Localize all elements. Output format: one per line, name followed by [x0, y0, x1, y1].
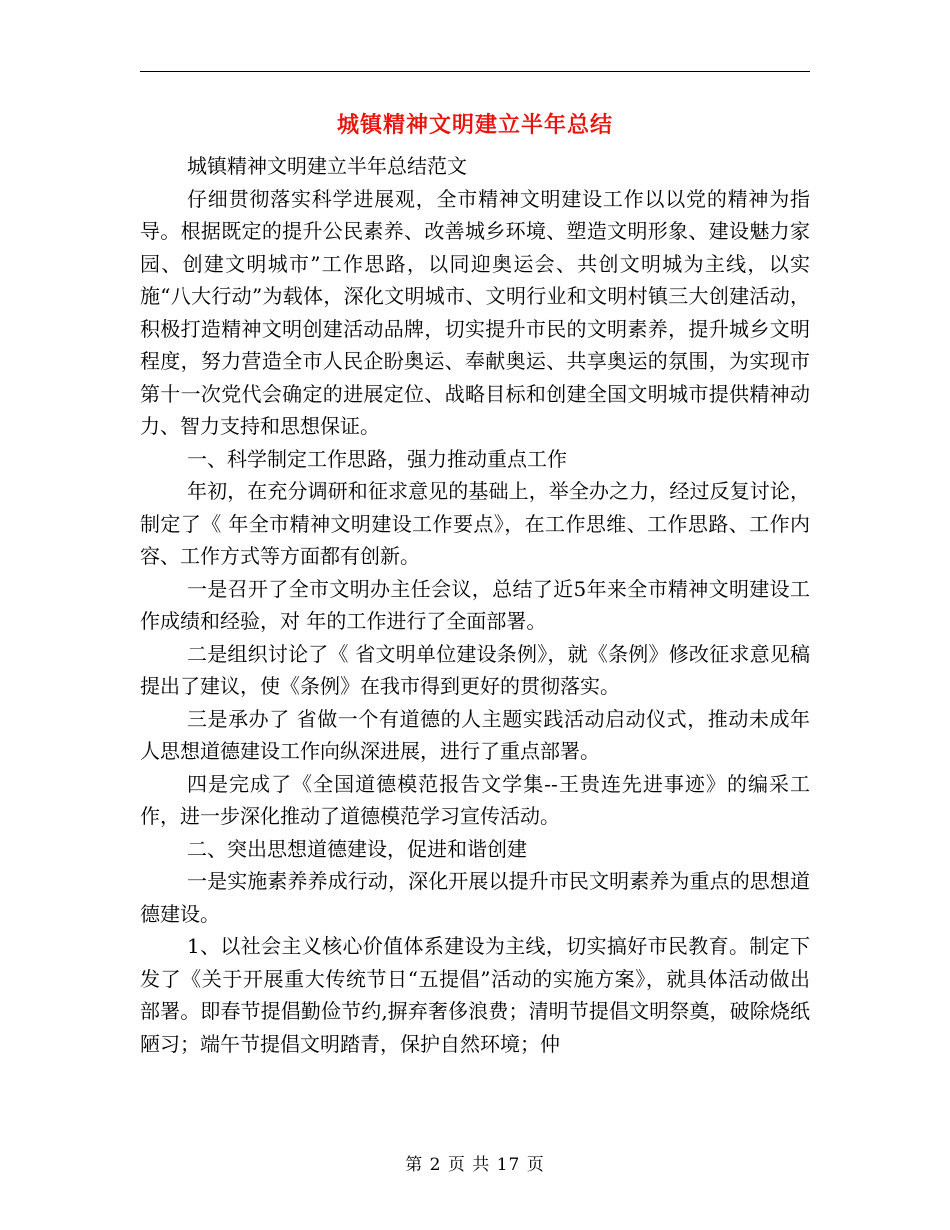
section-heading: 二、突出思想道德建设，促进和谐创建: [187, 836, 527, 861]
section-heading: 一、科学制定工作思路，强力推动重点工作: [187, 446, 567, 471]
body-paragraph: 1、以社会主义核心价值体系建设为主线，切实搞好市民教育。制定下发了《关于开展重大传统节日“五提倡”活动的实施方案》，就具体活动做出部署。即春节提倡勤俭节约,摒弃奢侈浪费；清明节提倡文明祭奠，破除烧纸陋习；端午节提倡文明踏青，保护自然环境；仲: [140, 934, 810, 1056]
body-paragraph: 一是实施素养养成行动，深化开展以提升市民文明素养为重点的思想道德建设。: [140, 869, 810, 926]
body-paragraph: 四是完成了《全国道德模范报告文学集--王贵连先进事迹》的编采工作，进一步深化推动了道德模范学习宣传活动。: [140, 771, 810, 828]
body-paragraph: 一是召开了全市文明办主任会议，总结了近5年来全市精神文明建设工作成绩和经验，对 年的工作进行了全面部署。: [140, 576, 810, 633]
subtitle-paragraph: 城镇精神文明建立半年总结范文: [187, 154, 467, 178]
document-body: [140, 150, 810, 1060]
body-paragraph: 仔细贯彻落实科学进展观，全市精神文明建设工作以以党的精神为指导。根据既定的提升公民素养、改善城乡环境、塑造文明形象、建设魅力家园、创建文明城市”工作思路，以同迎奥运会、共创文明城为主线，以实施“八大行动”为载体，深化文明城市、文明行业和文明村镇三大创建活动，积极打造精神文明创建活动品牌，切实提升市民的文明素养，提升城乡文明程度，努力营造全市人民企盼奥运、奉献奥运、共享奥运的氛围，为实现市第十一次党代会确定的进展定位、战略目标和创建全国文明城市提供精神动力、智力支持和思想保证。: [140, 186, 810, 438]
page-number-footer: 第 2 页 共 17 页: [405, 1155, 545, 1175]
body-paragraph: 三是承办了 省做一个有道德的人主题实践活动启动仪式，推动未成年人思想道德建设工作向纵深进展，进行了重点部署。: [140, 706, 810, 763]
body-paragraph: 年初，在充分调研和征求意见的基础上，举全办之力，经过反复讨论，制定了《 年全市精神文明建设工作要点》，在工作思维、工作思路、工作内容、工作方式等方面都有创新。: [140, 479, 810, 568]
header-rule: [140, 71, 810, 72]
document-title: 城镇精神文明建立半年总结: [336, 112, 613, 138]
body-paragraph: 二是组织讨论了《 省文明单位建设条例》，就《条例》修改征求意见稿提出了建议，使《条例》在我市得到更好的贯彻落实。: [140, 641, 810, 698]
